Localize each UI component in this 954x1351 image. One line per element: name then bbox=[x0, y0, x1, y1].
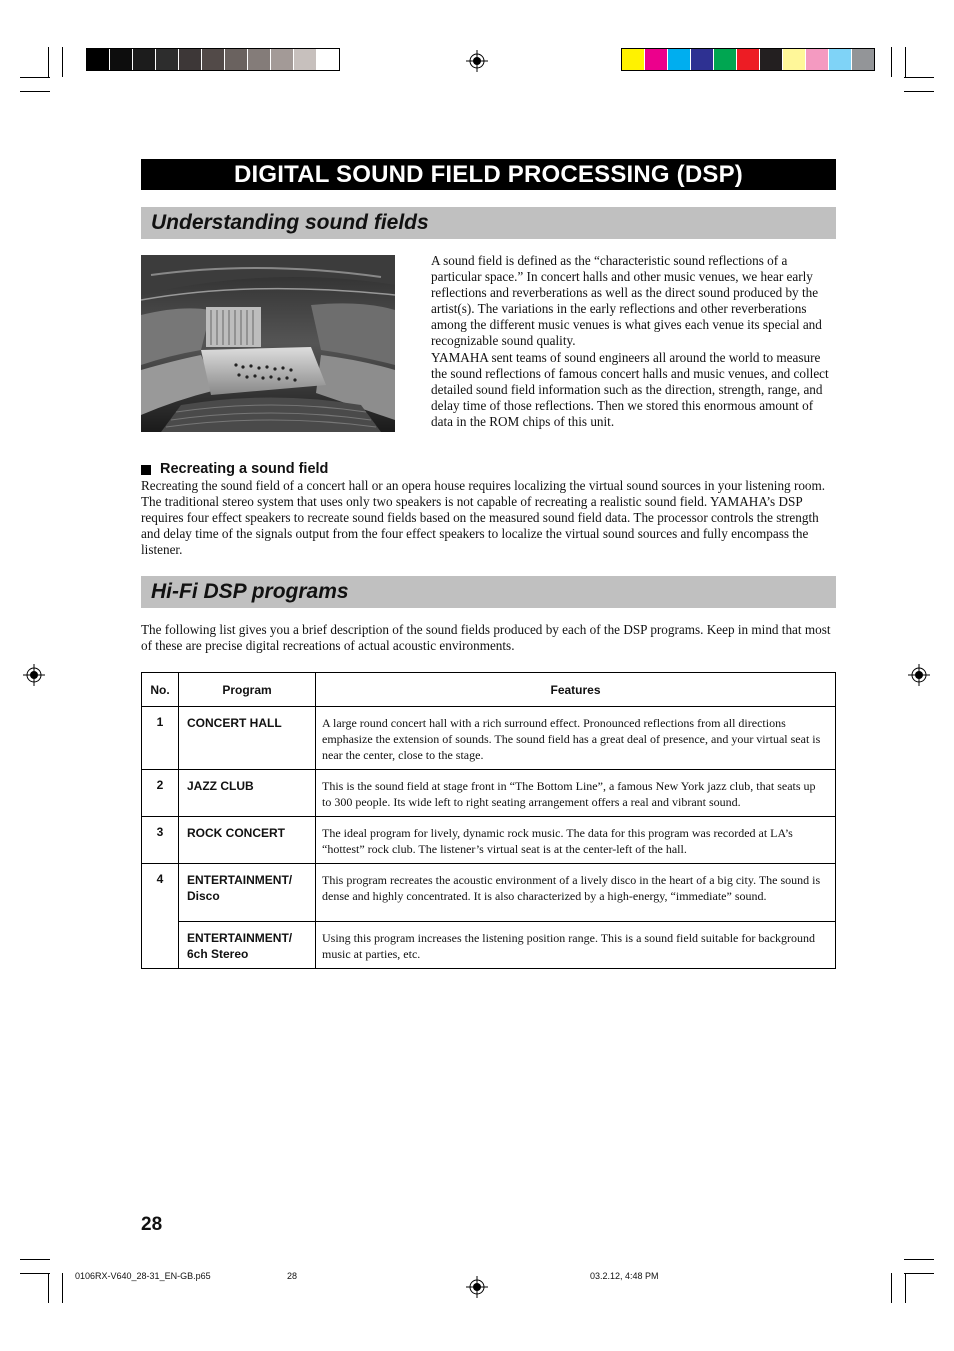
row-program: ROCK CONCERT bbox=[179, 817, 316, 864]
crop-mark bbox=[905, 1273, 906, 1303]
color-swatch bbox=[202, 49, 225, 70]
color-swatch bbox=[645, 49, 668, 70]
crop-mark bbox=[904, 1273, 934, 1274]
intro-paragraph: A sound field is defined as the “characteristic sound reflections of a particular space.” In concert halls and other music venues, we hear early reflections and reverberations as well as the direct sound produced by the artist(s). The variations in the early reflections and other reverberations among the different music venues is what gives each venue its special and recognizable sound quality. bbox=[431, 253, 822, 348]
crop-mark bbox=[48, 47, 49, 77]
subhead-recreating: Recreating a sound field bbox=[160, 461, 329, 477]
color-swatch bbox=[783, 49, 806, 70]
color-swatch bbox=[852, 49, 874, 70]
crop-mark bbox=[891, 47, 892, 77]
table-row bbox=[142, 922, 836, 969]
color-swatch bbox=[806, 49, 829, 70]
table-row bbox=[142, 707, 836, 770]
color-swatch bbox=[133, 49, 156, 70]
crop-mark bbox=[48, 1273, 49, 1303]
page-title: DIGITAL SOUND FIELD PROCESSING (DSP) bbox=[141, 159, 836, 190]
color-swatch bbox=[622, 49, 645, 70]
row-features: This is the sound field at stage front in “The Bottom Line”, a famous New York jazz club, that seats up to 300 people. Its wide left to right seating arrangement offers a real and vibrant sound. bbox=[316, 770, 836, 817]
row-program: ENTERTAINMENT/ 6ch Stereo bbox=[179, 922, 316, 969]
table-row bbox=[142, 864, 836, 922]
color-swatch bbox=[668, 49, 691, 70]
color-swatch bbox=[760, 49, 783, 70]
table-row bbox=[142, 817, 836, 864]
crop-mark bbox=[62, 47, 63, 77]
color-swatch bbox=[156, 49, 179, 70]
crop-mark bbox=[20, 1259, 50, 1260]
section-title-hifi-dsp: Hi-Fi DSP programs bbox=[141, 576, 836, 608]
crop-mark bbox=[20, 91, 50, 92]
recreating-paragraph: Recreating the sound field of a concert hall or an opera house requires localizing the virtual sound sources in your listening room. The traditional stereo system that uses only two speakers is not capable of recreating a realistic sound field. YAMAHA’s DSP requires four effect speakers to recreate sound fields based on the measured sound field data. The processor controls the strength and delay time of the signals output from the four effect speakers to localize the virtual sound sources and fully encompass the listener. bbox=[141, 478, 826, 557]
section-title-understanding: Understanding sound fields bbox=[141, 207, 836, 239]
header-no: No. bbox=[142, 673, 179, 707]
crop-mark bbox=[904, 77, 934, 78]
footer-page: 28 bbox=[287, 1271, 298, 1281]
color-swatch bbox=[271, 49, 294, 70]
color-swatch bbox=[225, 49, 248, 70]
grayscale-bar bbox=[86, 48, 340, 71]
table-row bbox=[142, 770, 836, 817]
crop-mark bbox=[62, 1273, 63, 1303]
row-features: Using this program increases the listening position range. This is a sound field suitable for background music at parties, etc. bbox=[316, 922, 836, 969]
color-swatch bbox=[317, 49, 339, 70]
crop-mark bbox=[891, 1273, 892, 1303]
color-swatch bbox=[179, 49, 202, 70]
hifi-intro-paragraph: The following list gives you a brief description of the sound fields produced by each of the DSP programs. Keep in mind that most of these are precise digital recreations of actual acoustic environments. bbox=[141, 622, 831, 653]
crop-mark bbox=[20, 77, 50, 78]
row-features: A large round concert hall with a rich surround effect. Pronounced reflections from all directions emphasize the extension of sounds. The sound field has a great deal of presence, and your virtual seat is near the center, close to the stage. bbox=[316, 707, 836, 770]
color-swatch bbox=[248, 49, 271, 70]
color-swatch bbox=[829, 49, 852, 70]
color-swatch bbox=[714, 49, 737, 70]
header-features: Features bbox=[316, 673, 836, 707]
crop-mark bbox=[905, 47, 906, 77]
square-bullet-icon bbox=[141, 464, 153, 476]
footer-filename: 0106RX-V640_28-31_EN-GB.p65 bbox=[75, 1271, 211, 1281]
row-program: ENTERTAINMENT/ Disco bbox=[179, 864, 316, 922]
color-swatch bbox=[737, 49, 760, 70]
crop-mark bbox=[904, 91, 934, 92]
registration-mark-icon bbox=[466, 50, 488, 72]
intro-paragraph-2: YAMAHA sent teams of sound engineers all around the world to measure the sound reflections of famous concert halls and music venues, and collect detailed sound field information such as the direction, strength, range, and delay time of those reflections. Then we stored this enormous amount of data in the ROM chips of this unit. bbox=[431, 350, 829, 429]
table-header-row bbox=[142, 673, 836, 707]
crop-mark bbox=[904, 1259, 934, 1260]
row-program: CONCERT HALL bbox=[179, 707, 316, 770]
row-number: 1 bbox=[142, 707, 179, 770]
row-features: This program recreates the acoustic environment of a lively disco in the heart of a big city. The sound is dense and highly concentrated. It is also characterized by a high-energy, “immediate” sound. bbox=[316, 864, 836, 922]
color-swatch bbox=[87, 49, 110, 70]
row-number: 3 bbox=[142, 817, 179, 864]
footer-date: 03.2.12, 4:48 PM bbox=[590, 1271, 659, 1281]
row-number: 2 bbox=[142, 770, 179, 817]
dsp-programs-table bbox=[141, 672, 836, 969]
row-features: The ideal program for lively, dynamic rock music. The data for this program was recorded at LA’s “hottest” rock club. The listener’s virtual seat is at the center-left of the hall. bbox=[316, 817, 836, 864]
crop-mark bbox=[20, 1273, 50, 1274]
row-number: 4 bbox=[142, 864, 179, 969]
registration-mark-icon bbox=[466, 1276, 488, 1298]
registration-mark-icon bbox=[908, 664, 930, 686]
color-swatch bbox=[294, 49, 317, 70]
header-program: Program bbox=[179, 673, 316, 707]
page-number: 28 bbox=[141, 1214, 163, 1235]
color-swatch bbox=[691, 49, 714, 70]
process-color-bar bbox=[621, 48, 875, 71]
concert-hall-photo bbox=[141, 255, 395, 432]
row-program: JAZZ CLUB bbox=[179, 770, 316, 817]
registration-mark-icon bbox=[23, 664, 45, 686]
color-swatch bbox=[110, 49, 133, 70]
